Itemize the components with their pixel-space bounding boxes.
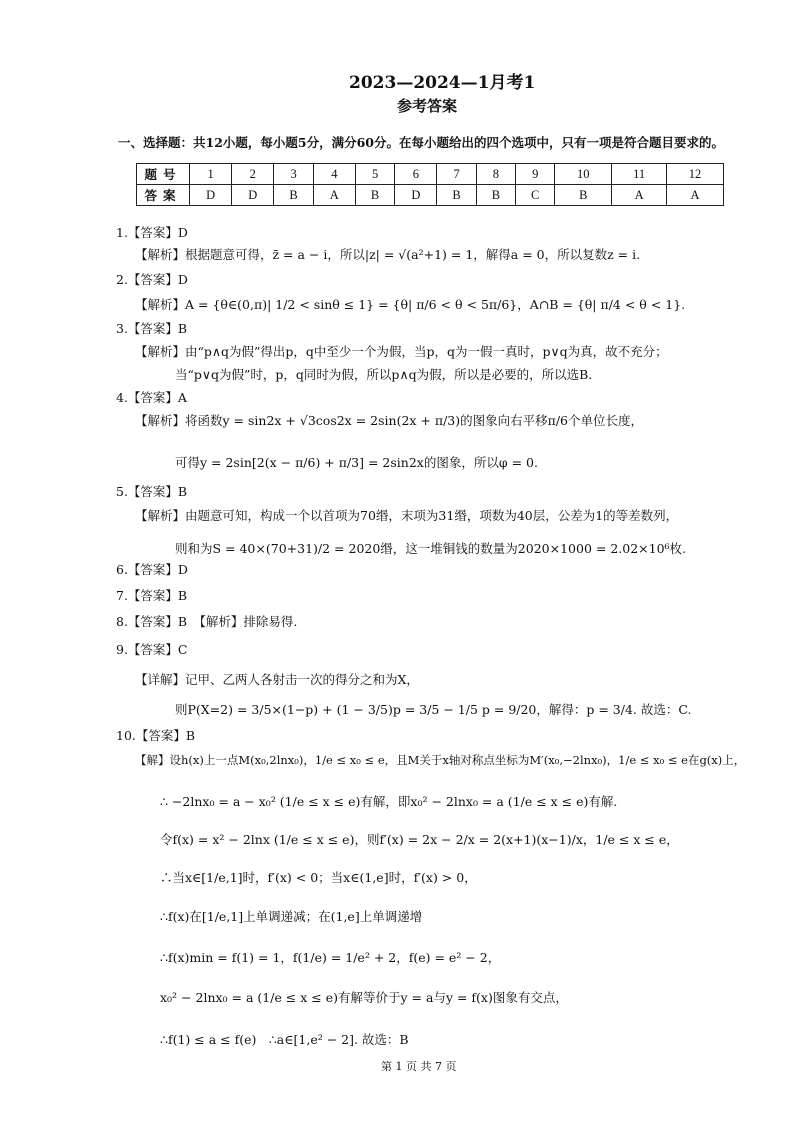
table-cell: 8 — [476, 164, 515, 185]
analysis-9b: 则P(X=2) = 3/5×(1−p) + (1 − 3/5)p = 3/5 − 1/5 p = 9/20，解得：p = 3/4. 故选：C. — [175, 702, 692, 717]
analysis-10e: ∴f(x)在[1/e,1]上单调递减；在(1,e]上单调递增 — [160, 909, 423, 924]
analysis-9a: 【详解】记甲、乙两人各射击一次的得分之和为X， — [135, 672, 419, 687]
table-cell: 3 — [274, 164, 313, 185]
table-cell: B — [555, 185, 612, 206]
analysis-5b: 则和为S = 40×(70+31)/2 = 2020缗，这一堆铜钱的数量为2020×1000 = 2.02×10⁶枚. — [175, 541, 687, 556]
table-cell: A — [612, 185, 667, 206]
table-cell: 11 — [612, 164, 667, 185]
answer-6: 6.【答案】D — [116, 562, 188, 577]
analysis-1: 【解析】根据题意可得，z̄ = a − i，所以|z| = √(a²+1) = 1，解得a = 0，所以复数z = i. — [135, 247, 641, 262]
analysis-10b: ∴ −2lnx₀ = a − x₀² (1/e ≤ x ≤ e)有解，即x₀² − 2lnx₀ = a (1/e ≤ x ≤ e)有解. — [160, 794, 618, 809]
table-cell: D — [232, 185, 274, 206]
page-subtitle: 参考答案 — [397, 97, 458, 115]
answer-7: 7.【答案】B — [116, 588, 188, 603]
analysis-10f: ∴f(x)min = f(1) = 1，f(1/e) = 1/e² + 2，f(e) = e² − 2， — [160, 950, 501, 965]
table-cell: 5 — [355, 164, 394, 185]
analysis-10d: ∴当x∈[1/e,1]时，f′(x) < 0；当x∈(1,e]时，f′(x) > 0， — [160, 870, 477, 885]
analysis-10c: 令f(x) = x² − 2lnx (1/e ≤ x ≤ e)，则f′(x) = 2x − 2/x = 2(x+1)(x−1)/x，1/e ≤ x ≤ e， — [160, 832, 679, 847]
table-cell: 7 — [437, 164, 476, 185]
answer-9: 9.【答案】C — [116, 642, 188, 657]
analysis-3b: 当“p∨q为假”时，p，q同时为假，所以p∧q为假，所以是必要的，所以选B. — [175, 367, 593, 382]
table-cell: A — [667, 185, 724, 206]
table-cell: 2 — [232, 164, 274, 185]
table-cell: 6 — [395, 164, 437, 185]
page-footer: 第 1 页 共 7 页 — [381, 1060, 457, 1073]
analysis-5a: 【解析】由题意可知，构成一个以首项为70缗，末项为31缗，项数为40层，公差为1的等差数列， — [135, 508, 679, 523]
table-header-answer: 答案 — [137, 185, 190, 206]
answer-5: 5.【答案】B — [116, 484, 188, 499]
answer-10: 10.【答案】B — [116, 728, 196, 743]
answer-2: 2.【答案】D — [116, 272, 188, 287]
table-cell: B — [476, 185, 515, 206]
table-cell: B — [274, 185, 313, 206]
answer-8: 8.【答案】B 【解析】排除易得. — [116, 614, 298, 629]
analysis-10g: x₀² − 2lnx₀ = a (1/e ≤ x ≤ e)有解等价于y = a与y = f(x)图象有交点， — [160, 990, 568, 1005]
analysis-4b: 可得y = 2sin[2(x − π/6) + π/3] = 2sin2x的图象，所以φ = 0. — [175, 455, 538, 470]
analysis-2: 【解析】A = {θ∈(0,π)| 1/2 < sinθ ≤ 1} = {θ| π/6 < θ < 5π/6}，A∩B = {θ| π/4 < θ < 1}. — [135, 297, 686, 312]
table-cell: B — [355, 185, 394, 206]
answer-3: 3.【答案】B — [116, 321, 188, 336]
answer-1: 1.【答案】D — [116, 225, 188, 240]
table-row-numbers — [137, 164, 724, 185]
table-cell: C — [516, 185, 555, 206]
answer-table — [136, 163, 724, 206]
table-cell: A — [313, 185, 355, 206]
table-cell: 12 — [667, 164, 724, 185]
analysis-4a: 【解析】将函数y = sin2x + √3cos2x = 2sin(2x + π/3)的图象向右平移π/6个单位长度， — [135, 413, 644, 428]
table-cell: 4 — [313, 164, 355, 185]
table-row-answers — [137, 185, 724, 206]
section-heading: 一、选择题：共12小题，每小题5分，满分60分。在每小题给出的四个选项中，只有一项是符合题目要求的。 — [118, 135, 724, 150]
table-cell: D — [395, 185, 437, 206]
table-cell: D — [190, 185, 232, 206]
page-title: 2023—2024—1月考1 — [349, 73, 536, 93]
table-cell: B — [437, 185, 476, 206]
table-cell: 10 — [555, 164, 612, 185]
table-cell: 1 — [190, 164, 232, 185]
analysis-10h: ∴f(1) ≤ a ≤ f(e) ∴a∈[1,e² − 2]. 故选：B — [160, 1032, 409, 1047]
analysis-3a: 【解析】由“p∧q为假”得出p，q中至少一个为假，当p，q为一假一真时，p∨q为真，故不充分； — [135, 344, 668, 359]
analysis-10a: 【解】设h(x)上一点M(x₀,2lnx₀)，1/e ≤ x₀ ≤ e，且M关于x轴对称点坐标为M′(x₀,−2lnx₀)，1/e ≤ x₀ ≤ e在g(x)上， — [135, 753, 746, 767]
table-header-number: 题号 — [137, 164, 190, 185]
table-cell: 9 — [516, 164, 555, 185]
answer-4: 4.【答案】A — [116, 390, 187, 405]
